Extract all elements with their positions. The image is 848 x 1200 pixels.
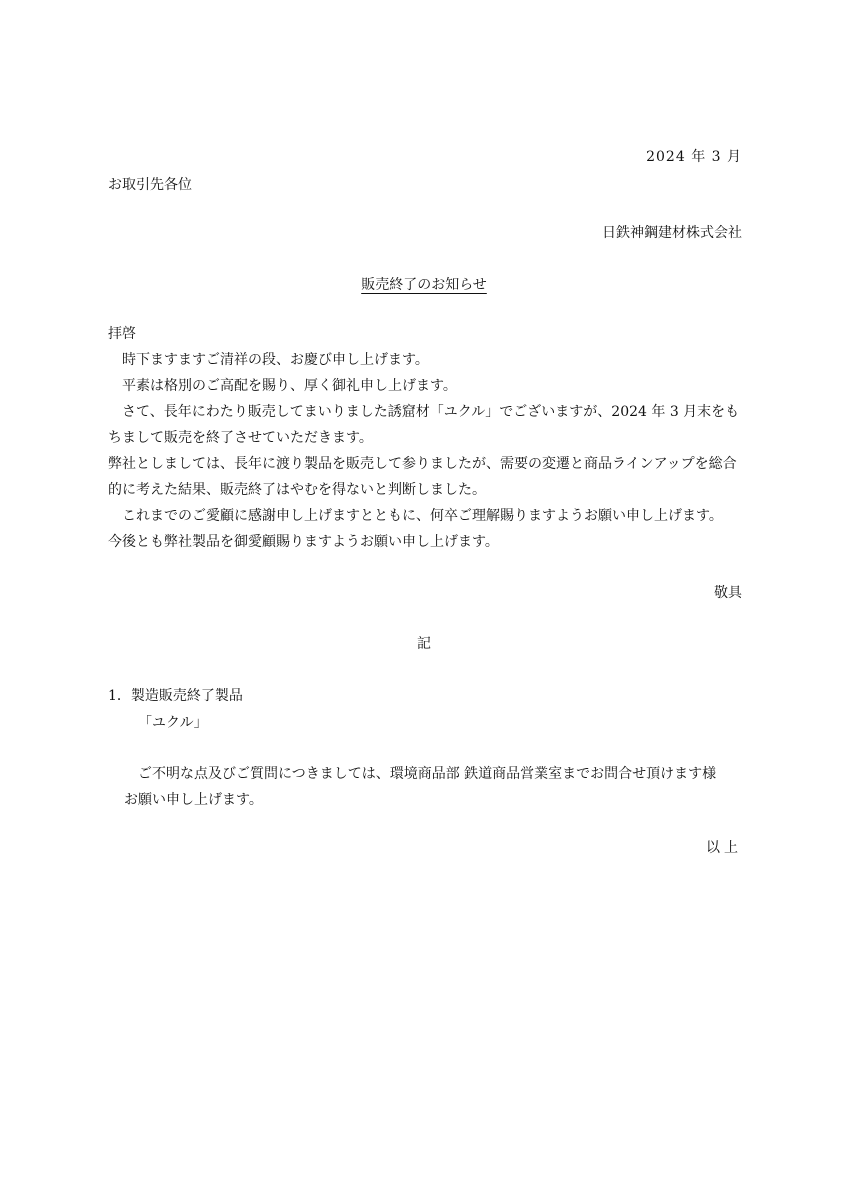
item-heading: 1．製造販売終了製品 — [108, 688, 243, 704]
body-line-8: 今後とも弊社製品を御愛顧賜りますようお願い申し上げます。 — [108, 534, 499, 550]
body-line-3: さて、長年にわたり販売してまいりました誘窟材「ユクル」でございますが、2024 年 3 月末をも — [122, 404, 740, 420]
body-line-1: 時下ますますご清祥の段、お慶び申し上げます。 — [122, 352, 429, 368]
contact-line-2: お願い申し上げます。 — [124, 792, 263, 808]
opening-salutation: 拝啓 — [108, 326, 136, 342]
ki-heading: 記 — [417, 636, 431, 652]
body-line-7: これまでのご愛顧に感謝申し上げますとともに、何卒ご理解賜りますようお願い申し上げます。 — [122, 508, 723, 524]
recipient: お取引先各位 — [108, 177, 192, 193]
body-line-4: ちまして販売を終了させていただきます。 — [108, 430, 373, 446]
issue-date: 2024 年 3 月 — [646, 149, 742, 165]
notice-title: 販売終了のお知らせ — [361, 277, 487, 293]
body-line-6: 的に考えた結果、販売終了はやむを得ないと判断しました。 — [108, 482, 486, 498]
closing-salutation: 敬具 — [714, 585, 742, 601]
sender-company: 日鉄神鋼建材株式会社 — [602, 225, 742, 241]
end-mark: 以上 — [706, 840, 742, 856]
notice-title-row — [0, 274, 848, 294]
body-line-2: 平素は格別のご高配を賜り、厚く御礼申し上げます。 — [122, 378, 457, 394]
item-product-name: 「ユクル」 — [138, 715, 208, 731]
body-line-5: 弊社としましては、長年に渡り製品を販売して参りましたが、需要の変遷と商品ラインアップを総合 — [108, 456, 737, 472]
contact-line-1: ご不明な点及びご質問につきましては、環境商品部 鉄道商品営業室までお問合せ頂けます様 — [138, 766, 717, 782]
